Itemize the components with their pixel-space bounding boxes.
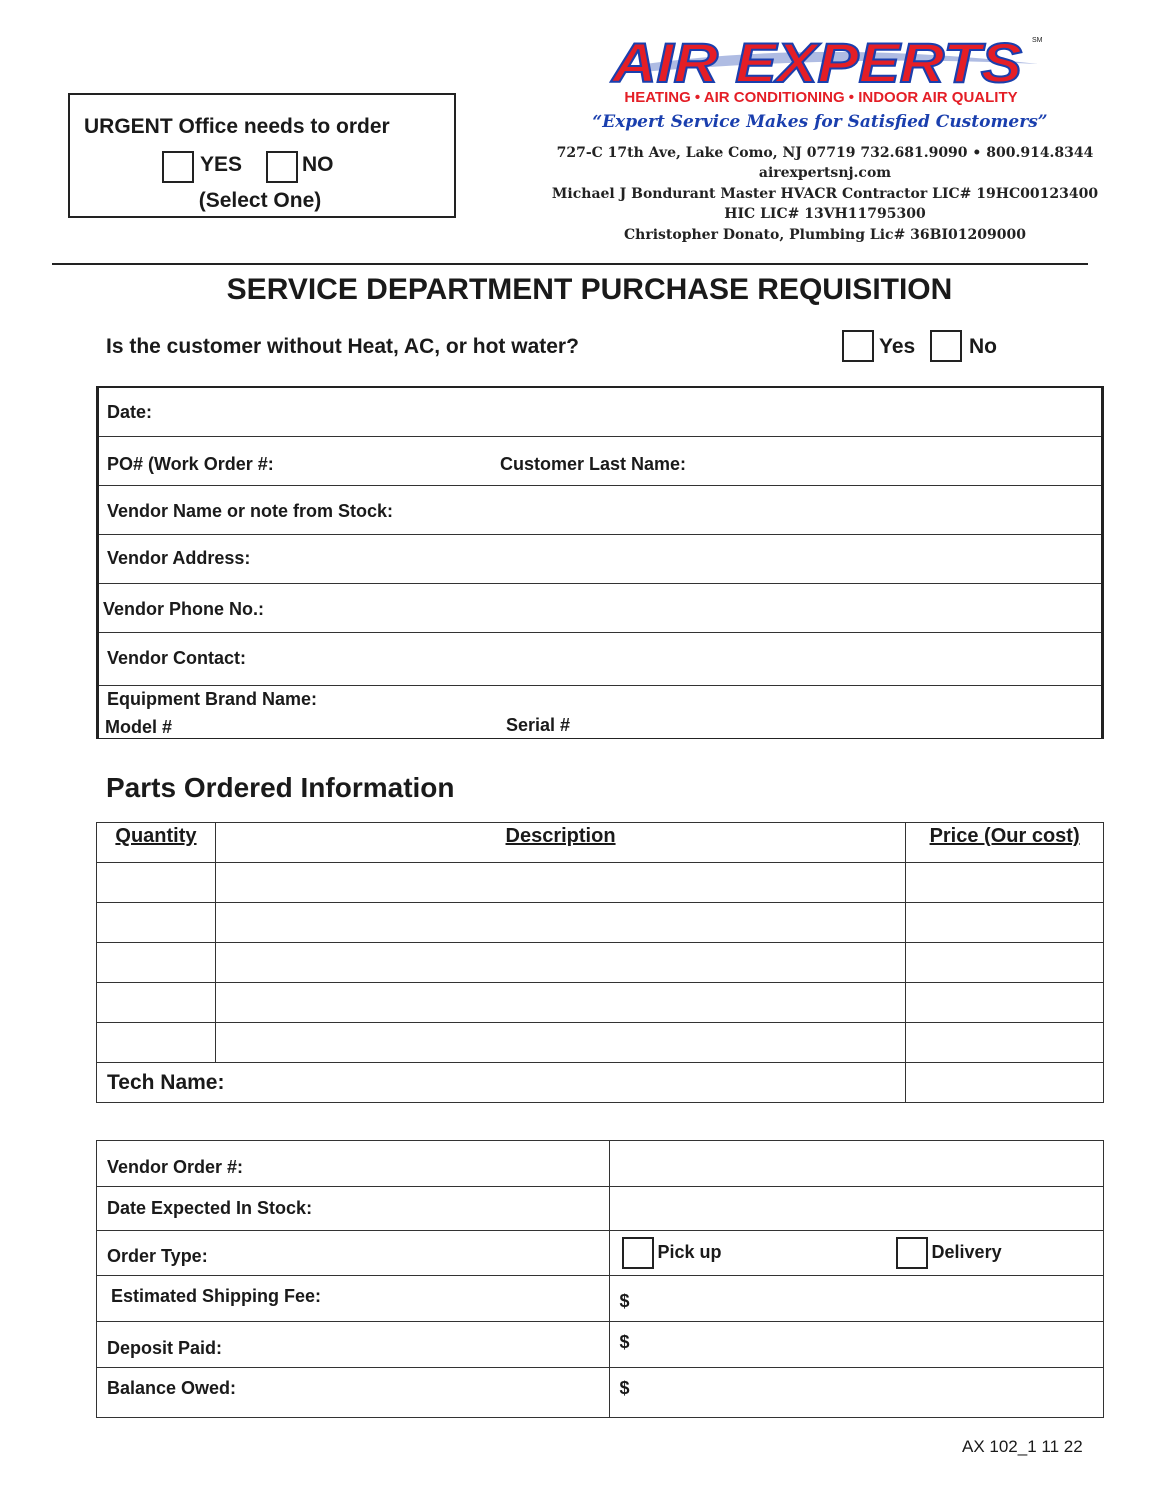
no-heat-no-checkbox[interactable] xyxy=(930,330,962,362)
header-divider xyxy=(52,263,1088,265)
deposit-paid-input[interactable]: $ xyxy=(609,1322,1103,1368)
parts-table xyxy=(96,822,1104,1103)
urgent-yes-checkbox[interactable] xyxy=(162,151,194,183)
no-heat-yes-label: Yes xyxy=(879,335,916,358)
deposit-paid-label: Deposit Paid: xyxy=(97,1322,610,1368)
table-row xyxy=(97,1187,1104,1231)
logo-text: AIR EXPERTS xyxy=(609,31,1022,90)
no-heat-question: Is the customer without Heat, AC, or hot water? xyxy=(106,335,579,358)
description-cell[interactable] xyxy=(215,943,905,983)
table-row xyxy=(97,983,1104,1023)
logo-sm-mark: SM xyxy=(1032,37,1043,44)
divider xyxy=(99,583,1101,584)
form-code: AX 102_1 11 22 xyxy=(962,1437,1083,1456)
model-field[interactable]: Model # xyxy=(105,717,173,737)
urgent-yes-label: YES xyxy=(200,153,243,176)
table-row xyxy=(97,1141,1104,1187)
divider xyxy=(99,534,1101,535)
date-expected-input[interactable] xyxy=(609,1187,1103,1231)
table-row xyxy=(97,1322,1104,1368)
price-cell[interactable] xyxy=(906,983,1104,1023)
divider xyxy=(99,436,1101,437)
company-license-3: Christopher Donato, Plumbing Lic# 36BI01209000 xyxy=(624,227,1026,243)
form-title: SERVICE DEPARTMENT PURCHASE REQUISITION xyxy=(226,273,953,306)
table-row xyxy=(97,1368,1104,1418)
quantity-cell[interactable] xyxy=(97,1023,216,1063)
vendor-order-table xyxy=(96,1140,1104,1418)
table-row xyxy=(97,943,1104,983)
order-type-label: Order Type: xyxy=(97,1231,610,1276)
customer-last-name-field[interactable]: Customer Last Name: xyxy=(500,454,687,474)
vendor-name-field[interactable]: Vendor Name or note from Stock: xyxy=(107,501,394,521)
price-cell[interactable] xyxy=(906,903,1104,943)
pick-up-checkbox[interactable] xyxy=(622,1237,654,1269)
pick-up-label: Pick up xyxy=(657,1242,722,1262)
price-header: Price (Our cost) xyxy=(906,823,1104,863)
description-cell[interactable] xyxy=(215,1023,905,1063)
tech-name-row xyxy=(97,1063,1104,1103)
description-cell[interactable] xyxy=(215,903,905,943)
table-row xyxy=(97,1276,1104,1322)
urgent-no-label: NO xyxy=(302,153,334,176)
equipment-brand-field[interactable]: Equipment Brand Name: xyxy=(107,689,318,709)
parts-header-row xyxy=(97,823,1104,863)
table-row xyxy=(97,903,1104,943)
table-row xyxy=(97,863,1104,903)
table-row xyxy=(97,1231,1104,1276)
vendor-phone-field[interactable]: Vendor Phone No.: xyxy=(103,599,265,619)
quantity-cell[interactable] xyxy=(97,983,216,1023)
description-cell[interactable] xyxy=(215,863,905,903)
company-slogan: “Expert Service Makes for Satisfied Customers” xyxy=(592,112,1048,132)
urgent-title: URGENT Office needs to order xyxy=(84,115,390,138)
quantity-cell[interactable] xyxy=(97,863,216,903)
urgent-no-checkbox[interactable] xyxy=(266,151,298,183)
company-tagline: HEATING • AIR CONDITIONING • INDOOR AIR QUALITY xyxy=(624,89,1018,106)
divider xyxy=(96,738,1104,739)
urgent-order-box xyxy=(68,93,456,218)
balance-owed-label: Balance Owed: xyxy=(97,1368,610,1418)
quantity-header: Quantity xyxy=(97,823,216,863)
price-cell[interactable] xyxy=(906,863,1104,903)
vendor-contact-field[interactable]: Vendor Contact: xyxy=(107,648,247,668)
price-cell[interactable] xyxy=(906,1023,1104,1063)
divider xyxy=(99,685,1101,686)
tech-name-extra-cell[interactable] xyxy=(906,1063,1104,1103)
order-type-options xyxy=(609,1231,1103,1276)
vendor-address-field[interactable]: Vendor Address: xyxy=(107,548,251,568)
vendor-order-label: Vendor Order #: xyxy=(97,1141,610,1187)
delivery-checkbox[interactable] xyxy=(896,1237,928,1269)
price-cell[interactable] xyxy=(906,943,1104,983)
shipping-fee-label: Estimated Shipping Fee: xyxy=(97,1276,610,1322)
balance-owed-input[interactable]: $ xyxy=(609,1368,1103,1418)
date-expected-label: Date Expected In Stock: xyxy=(97,1187,610,1231)
delivery-label: Delivery xyxy=(931,1242,1002,1262)
parts-section-title: Parts Ordered Information xyxy=(106,772,455,803)
date-field[interactable]: Date: xyxy=(107,402,153,422)
tech-name-field[interactable]: Tech Name: xyxy=(97,1063,906,1103)
vendor-order-input[interactable] xyxy=(609,1141,1103,1187)
divider xyxy=(99,485,1101,486)
quantity-cell[interactable] xyxy=(97,903,216,943)
order-info-box xyxy=(96,386,1104,739)
table-row xyxy=(97,1023,1104,1063)
no-heat-yes-checkbox[interactable] xyxy=(842,330,874,362)
company-license-2: HIC LIC# 13VH11795300 xyxy=(724,206,926,222)
no-heat-no-label: No xyxy=(969,335,997,358)
urgent-select-note: (Select One) xyxy=(198,189,322,212)
quantity-cell[interactable] xyxy=(97,943,216,983)
shipping-fee-input[interactable]: $ xyxy=(609,1276,1103,1322)
air-experts-logo xyxy=(608,30,1048,90)
company-license-1: Michael J Bondurant Master HVACR Contractor LIC# 19HC00123400 xyxy=(551,186,1099,202)
description-cell[interactable] xyxy=(215,983,905,1023)
company-website: airexpertsnj.com xyxy=(758,165,892,181)
divider xyxy=(99,632,1101,633)
company-address: 727-C 17th Ave, Lake Como, NJ 07719 732.681.9090 • 800.914.8344 xyxy=(556,145,1094,161)
description-header: Description xyxy=(215,823,905,863)
po-field[interactable]: PO# (Work Order #: xyxy=(107,454,274,474)
serial-field[interactable]: Serial # xyxy=(506,715,571,735)
